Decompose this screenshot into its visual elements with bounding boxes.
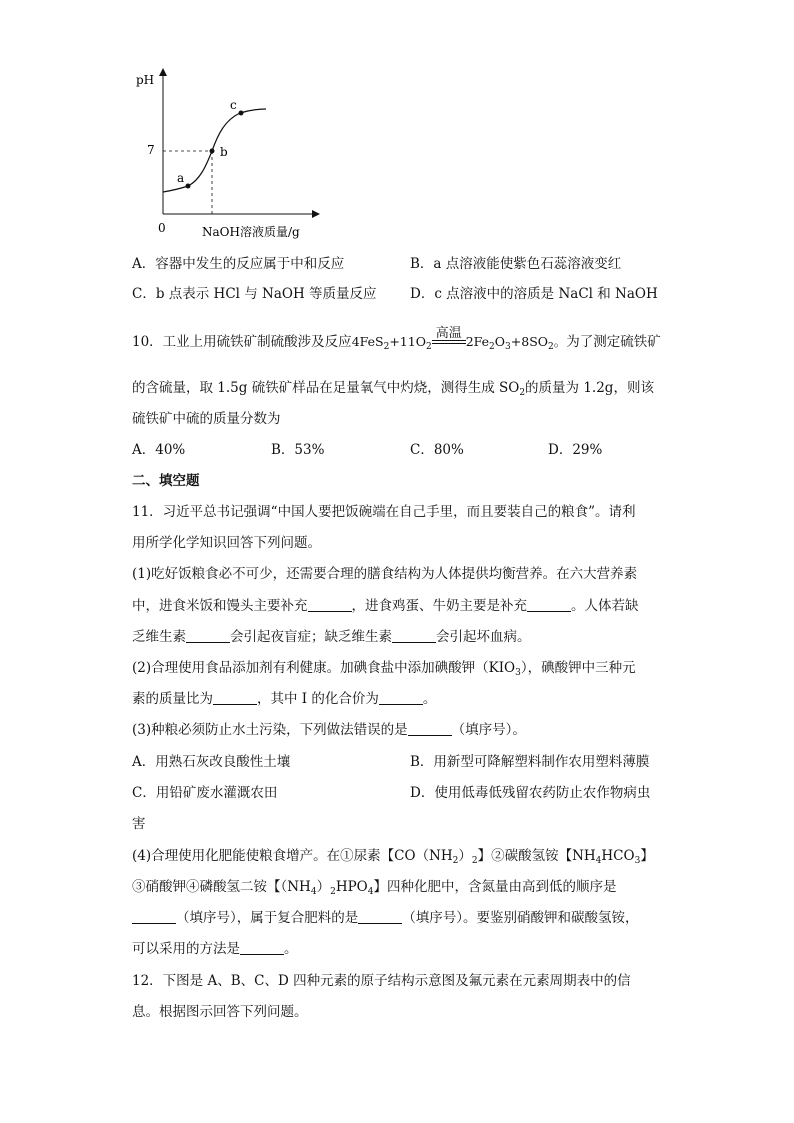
q11-part4-line-2: ③硝酸钾④磷酸氢二铵【$(NH_4)_2HPO_4$】四种化肥中，含氮量由高到低的顺序是 [132,879,617,897]
q11-part3-option-b: B．用新型可降解塑料制作农用塑料薄膜 [410,754,650,770]
answer-blank[interactable] [392,628,436,643]
point-b-label: b [220,145,228,159]
q9-option-a: A．容器中发生的反应属于中和反应 [132,256,345,272]
q11-part2-line-1: (2)合理使用食品添加剂有利健康。加碘食盐中添加碘酸钾$(KIO_3)$，碘酸钾中三种元 [132,660,636,678]
answer-blank[interactable] [308,597,352,612]
q11-part1-line-2: 中，进食米饭和馒头主要补充 ，进食鸡蛋、牛奶主要是补充 。人体若缺 [132,598,639,614]
y-tick-label-7: 7 [147,143,155,157]
q11-part4-line-4: 可以采用的方法是 。 [132,941,298,957]
x-axis-label: NaOH溶液质量/g [202,225,300,239]
q11-part2-line-2: 素的质量比为 ，其中 I 的化合价为 。 [132,691,437,707]
q11-part1-line-1: (1)吃好饭粮食必不可少，还需要合理的膳食结构为人体提供均衡营养。在六大营养素 [132,566,638,582]
q10-option-b: B．53% [271,442,325,458]
q11-part4-line-1: (4)合理使用化肥能使粮食增产。在①尿素【$CO(NH_2)_2$】②碳酸氢铵【$NH_4HCO_3$】 [132,848,654,866]
q10-line-3: 硫铁矿中硫的质量分数为 [132,411,281,427]
q10-line-2: 的含硫量，取 1.5g 硫铁矿样品在足量氧气中灼烧，测得生成 $SO_2$的质量为 1.2g，则该 [132,380,654,398]
answer-blank[interactable] [379,690,423,705]
point-a-label: a [177,171,185,185]
point-c [239,111,244,116]
q11-intro-line-2: 用所学化学知识回答下列问题。 [132,535,321,551]
q11-part3-question: (3)种粮必须防止水土污染，下列做法错误的是 （填序号）。 [132,722,526,738]
q9-option-d: D．c 点溶液中的溶质是 NaCl 和 NaOH [410,286,658,302]
q10-option-a: A．40% [132,442,186,458]
q11-part3-option-d-continued: 害 [132,816,146,832]
q10-option-d: D．29% [548,442,603,458]
origin-label: 0 [158,221,166,235]
q11-part3-option-a: A．用熟石灰改良酸性土壤 [132,754,291,770]
q10-option-c: C．80% [410,442,464,458]
q11-part3-option-d: D．使用低毒低残留农药防止农作物病虫 [410,785,651,801]
q11-part4-line-3: （填序号），属于复合肥料的是 （填序号）。要鉴别硝酸钾和碳酸氢铵， [132,908,639,928]
q9-option-c: C．b 点表示 HCl 与 NaOH 等质量反应 [132,286,377,302]
answer-blank[interactable] [408,721,452,736]
answer-blank[interactable] [358,909,402,924]
q11-part3-option-c: C．用铅矿废水灌溉农田 [132,785,278,801]
section-title-fill-in: 二、填空题 [132,473,200,489]
point-c-label: c [230,98,237,112]
q11-intro-line-1: 11．习近平总书记强调“中国人要把饭碗端在自己手里，而且要装自己的粮食”。请利 [132,504,636,520]
answer-blank[interactable] [240,940,284,955]
y-axis-label: pH [136,73,155,87]
reaction-equation: $4FeS_2+11O_2$ 高温 $2Fe_2O_3+8SO_2$。 [351,326,567,352]
q10-line-1: 10．工业上用硫铁矿制硫酸涉及反应$4FeS_2+11O_2$ 高温 $2Fe_2O_3+8SO_2$。为了测定硫铁矿 [132,326,661,352]
ph-titration-graph [130,62,330,242]
answer-blank[interactable] [527,597,571,612]
q9-option-b: B．a 点溶液能使紫色石蕊溶液变红 [410,256,622,272]
reaction-condition: 高温 [435,326,462,341]
answer-blank[interactable] [213,690,257,705]
q11-part1-line-3: 乏维生素 会引起夜盲症；缺乏维生素 会引起坏血病。 [132,629,531,645]
q12-line-1: 12．下图是 A、B、C、D 四种元素的原子结构示意图及氟元素在元素周期表中的信 [132,973,631,989]
point-a [186,184,191,189]
answer-blank[interactable] [186,628,230,643]
point-b [210,149,215,154]
q12-line-2: 息。根据图示回答下列问题。 [132,1004,308,1020]
answer-blank[interactable] [132,909,176,924]
